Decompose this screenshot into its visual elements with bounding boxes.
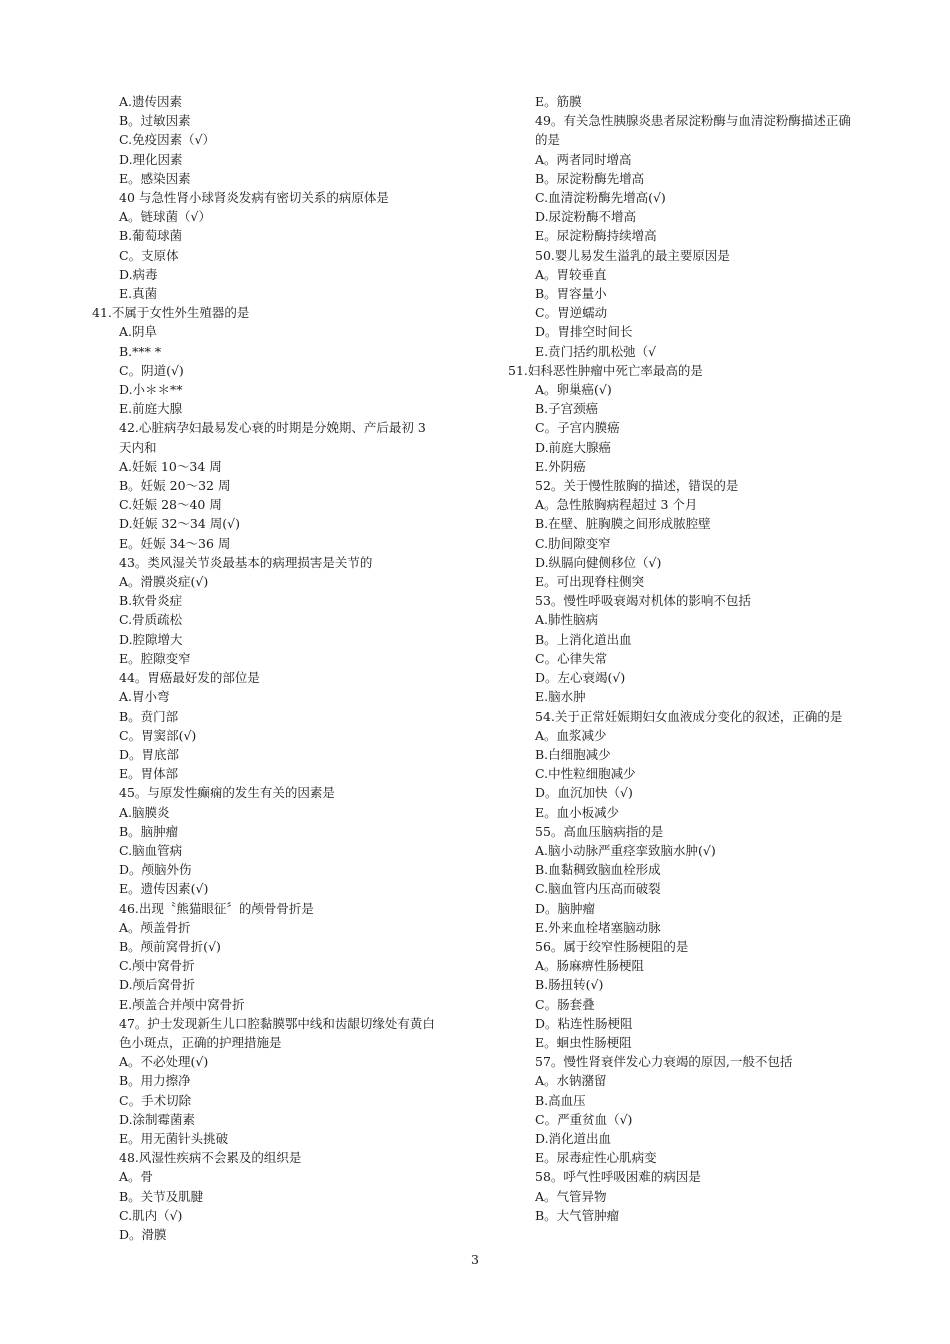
answer-option: D.理化因素 <box>119 151 183 167</box>
answer-option: A。不必处理(√) <box>119 1054 209 1070</box>
page-number: 3 <box>471 1252 479 1267</box>
answer-option: E.颅盖合并颅中窝骨折 <box>119 996 245 1012</box>
answer-option: B。大气管肿瘤 <box>535 1207 620 1223</box>
answer-option: D。脑肿瘤 <box>535 900 596 916</box>
answer-option: D。左心衰竭(√) <box>535 670 626 686</box>
answer-option: E。腔隙变窄 <box>119 650 191 666</box>
answer-option: C.颅中窝骨折 <box>119 958 195 974</box>
answer-option: A.脑膜炎 <box>119 804 170 820</box>
answer-option: C。支原体 <box>119 247 179 263</box>
answer-option: A。卵巢癌(√) <box>535 382 612 398</box>
answer-option: D.腔隙增大 <box>119 631 183 647</box>
answer-option: E.真菌 <box>119 286 158 302</box>
question-stem: 42.心脏病孕妇最易发心衰的时期是分娩期、产后最初 3 天内和 <box>119 420 426 455</box>
right-column <box>508 92 863 1225</box>
answer-option: B。颅前窝骨折(√) <box>119 938 221 954</box>
answer-option: B。贲门部 <box>119 708 179 724</box>
answer-option: B。过敏因素 <box>119 113 191 129</box>
answer-option: C。心律失常 <box>535 650 608 666</box>
answer-option: D.消化道出血 <box>535 1130 612 1146</box>
answer-option: E。可出现脊柱侧突 <box>535 574 645 590</box>
question-stem: 54.关于正常妊娠期妇女血液成分变化的叙述，正确的是 <box>535 708 843 724</box>
answer-option: A.阴阜 <box>119 324 158 340</box>
question-stem: 55。高血压脑病指的是 <box>535 823 664 839</box>
answer-option: E.外阴癌 <box>535 458 586 474</box>
answer-option: C.血清淀粉酶先增高(√) <box>535 190 666 206</box>
answer-option: D.纵膈向健侧移位（√) <box>535 554 662 570</box>
answer-option: A。胃较垂直 <box>535 266 607 282</box>
answer-option: A。链球菌（√） <box>119 209 211 225</box>
answer-option: B。尿淀粉酶先增高 <box>535 170 645 186</box>
answer-option: C。胃逆蠕动 <box>535 305 608 321</box>
answer-option: E.脑水肿 <box>535 689 586 705</box>
answer-option: A.肺性脑病 <box>535 612 599 628</box>
answer-option: B.肠扭转(√) <box>535 977 604 993</box>
answer-option: E。感染因素 <box>119 170 191 186</box>
answer-option: E。用无菌针头挑破 <box>119 1130 229 1146</box>
question-stem: 52。关于慢性脓胸的描述，错误的是 <box>535 478 739 494</box>
answer-option: B.*** * <box>119 343 162 359</box>
answer-option: E。蛔虫性肠梗阻 <box>535 1034 632 1050</box>
answer-option: D.前庭大腺癌 <box>535 439 612 455</box>
answer-option: A。颅盖骨折 <box>119 919 191 935</box>
answer-option: E。妊娠 34～36 周 <box>119 535 231 551</box>
answer-option: A。急性脓胸病程超过 3 个月 <box>535 497 698 513</box>
answer-option: B。关节及肌腱 <box>119 1188 204 1204</box>
answer-option: B。用力擦净 <box>119 1073 191 1089</box>
answer-option: A.脑小动脉严重痉挛致脑水肿(√) <box>535 842 716 858</box>
answer-option: D。粘连性肠梗阻 <box>535 1015 633 1031</box>
answer-option: A。水钠潴留 <box>535 1073 607 1089</box>
answer-option: A。骨 <box>119 1169 154 1185</box>
answer-option: A。滑膜炎症(√) <box>119 574 209 590</box>
answer-option: D.涂制霉菌素 <box>119 1111 196 1127</box>
answer-option: D。胃底部 <box>119 746 180 762</box>
answer-option: E.外来血栓堵塞脑动脉 <box>535 919 661 935</box>
answer-option: B.软骨炎症 <box>119 593 183 609</box>
question-stem: 50.婴儿易发生溢乳的最主要原因是 <box>535 247 730 263</box>
question-stem: 41.不属于女性外生殖器的是 <box>92 305 250 321</box>
answer-option: D.妊娠 32～34 周(√) <box>119 516 241 532</box>
answer-option: C。胃窦部(√) <box>119 727 197 743</box>
answer-option: C.中性粒细胞减少 <box>535 766 636 782</box>
answer-option: D。滑膜 <box>119 1226 167 1242</box>
answer-option: B.在壁、脏胸膜之间形成脓腔壁 <box>535 516 711 532</box>
question-stem: 56。属于绞窄性肠梗阻的是 <box>535 938 689 954</box>
answer-option: C.免疫因素（√） <box>119 132 216 148</box>
question-stem: 53。慢性呼吸衰竭对机体的影响不包括 <box>535 593 751 609</box>
answer-option: E。尿淀粉酶持续增高 <box>535 228 657 244</box>
answer-option: D.小＊＊** <box>119 382 183 398</box>
question-stem: 43。类风湿关节炎最基本的病理损害是关节的 <box>119 554 373 570</box>
question-stem: 40 与急性肾小球肾炎发病有密切关系的病原体是 <box>119 190 389 206</box>
answer-option: B.葡萄球菌 <box>119 228 183 244</box>
answer-option: C.脑血管病 <box>119 842 183 858</box>
answer-option: C.妊娠 28～40 周 <box>119 497 222 513</box>
left-column <box>92 92 442 1244</box>
answer-option: E.前庭大腺 <box>119 401 183 417</box>
question-stem: 45。与原发性癫痫的发生有关的因素是 <box>119 785 335 801</box>
answer-option: C。手术切除 <box>119 1092 192 1108</box>
answer-option: E。遗传因素(√) <box>119 881 209 897</box>
answer-option: E。尿毒症性心肌病变 <box>535 1150 657 1166</box>
question-stem: 47。护士发现新生儿口腔黏膜鄂中线和齿龈切缘处有黄白色小斑点，正确的护理措施是 <box>119 1015 435 1050</box>
question-stem: 57。慢性肾衰伴发心力衰竭的原因,一般不包括 <box>535 1054 793 1070</box>
question-stem: 51.妇科恶性肿瘤中死亡率最高的是 <box>508 362 703 378</box>
answer-option: C.骨质疏松 <box>119 612 183 628</box>
answer-option: A.胃小弯 <box>119 689 170 705</box>
answer-option: E。筋膜 <box>535 94 582 109</box>
answer-option: C。严重贫血（√) <box>535 1111 633 1127</box>
answer-option: E.贲门括约肌松弛（√ <box>535 343 657 359</box>
answer-option: A。两者同时增高 <box>535 151 632 167</box>
answer-option: D.颅后窝骨折 <box>119 977 196 993</box>
answer-option: C。子宫内膜癌 <box>535 420 620 436</box>
answer-option: A。肠麻痹性肠梗阻 <box>535 958 645 974</box>
answer-option: C.肋间隙变窄 <box>535 535 611 551</box>
answer-option: C。肠套叠 <box>535 996 595 1012</box>
answer-option: B。上消化道出血 <box>535 631 632 647</box>
answer-option: B.子宫颈癌 <box>535 401 599 417</box>
answer-option: B。妊娠 20～32 周 <box>119 478 231 494</box>
answer-option: E。胃体部 <box>119 766 179 782</box>
question-stem: 46.出现〝熊猫眼征〞的颅骨骨折是 <box>119 900 314 916</box>
question-stem: 58。呼气性呼吸困难的病因是 <box>535 1169 701 1185</box>
answer-option: A。气管异物 <box>535 1188 607 1204</box>
question-stem: 44。胃癌最好发的部位是 <box>119 670 260 686</box>
answer-option: B.高血压 <box>535 1092 586 1108</box>
answer-option: A。血浆减少 <box>535 727 607 743</box>
answer-option: D。颅脑外伤 <box>119 862 192 878</box>
question-stem: 48.风湿性疾病不会累及的组织是 <box>119 1150 302 1166</box>
answer-option: D。胃排空时间长 <box>535 324 633 340</box>
answer-option: B。脑肿瘤 <box>119 823 179 839</box>
answer-option: A.妊娠 10～34 周 <box>119 458 222 474</box>
answer-option: B。胃容量小 <box>535 286 607 302</box>
answer-option: A.遗传因素 <box>119 94 183 109</box>
answer-option: B.白细胞减少 <box>535 746 611 762</box>
answer-option: C.肌内（√) <box>119 1207 183 1223</box>
question-stem: 49。有关急性胰腺炎患者尿淀粉酶与血清淀粉酶描述正确的是 <box>535 113 851 148</box>
answer-option: D。血沉加快（√) <box>535 785 633 801</box>
answer-option: C.脑血管内压高而破裂 <box>535 881 661 897</box>
answer-option: B.血黏稠致脑血栓形成 <box>535 862 661 878</box>
answer-option: D.病毒 <box>119 266 158 282</box>
answer-option: C。阴道(√) <box>119 362 184 378</box>
answer-option: D.尿淀粉酶不增高 <box>535 209 637 225</box>
answer-option: E。血小板减少 <box>535 804 620 820</box>
